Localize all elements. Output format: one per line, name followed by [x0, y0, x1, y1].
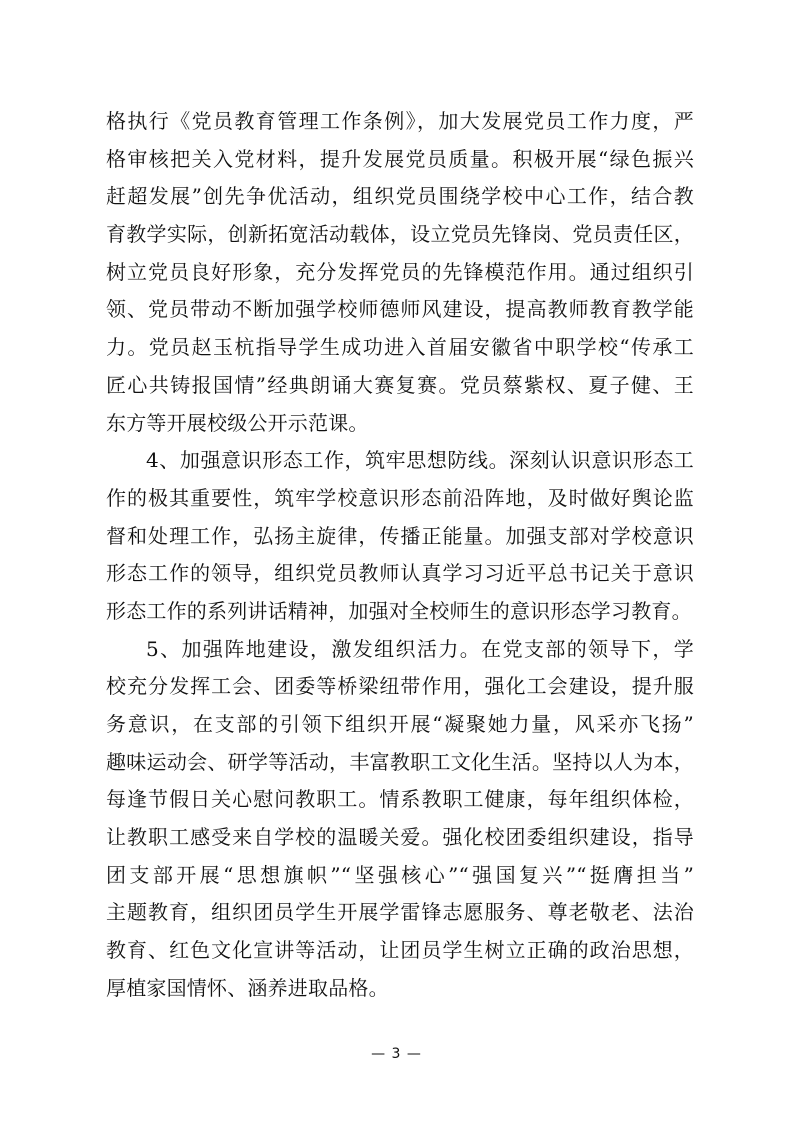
text-line: 让教职工感受来自学校的温暖关爱。强化校团委组织建设，指导	[106, 825, 694, 850]
text-line: 作的极其重要性，筑牢学校意识形态前沿阵地，及时做好舆论监	[106, 485, 694, 510]
text-line: 赶超发展”创先争优活动，组织党员围绕学校中心工作，结合教	[106, 184, 694, 209]
paragraph-ideology-work	[106, 442, 694, 630]
paragraph-party-member-development	[106, 103, 694, 442]
text-line: 形态工作的领导，组织党员教师认真学习习近平总书记关于意识	[106, 561, 694, 586]
page-number: — 3 —	[371, 1046, 422, 1062]
text-line: 督和处理工作，弘扬主旋律，传播正能量。加强支部对学校意识	[106, 523, 694, 548]
text-line: 教育、红色文化宣讲等活动，让团员学生树立正确的政治思想，	[106, 938, 694, 963]
paragraph-position-building	[106, 631, 694, 1008]
text-line: 每逢节假日关心慰问教职工。情系教职工健康，每年组织体检，	[106, 787, 694, 812]
text-line: 格审核把关入党材料，提升发展党员质量。积极开展“绿色振兴	[106, 146, 694, 171]
text-line: 育教学实际，创新拓宽活动载体，设立党员先锋岗、党员责任区，	[106, 222, 694, 247]
text-line: 匠心共铸报国情”经典朗诵大赛复赛。党员蔡紫权、夏子健、王	[106, 372, 694, 397]
text-line: 4、加强意识形态工作，筑牢思想防线。深刻认识意识形态工	[146, 448, 694, 473]
text-line: 团支部开展“思想旗帜”“坚强核心”“强国复兴”“挺膺担当”	[106, 862, 694, 887]
text-line: 树立党员良好形象，充分发挥党员的先锋模范作用。通过组织引	[106, 259, 694, 284]
text-line: 东方等开展校级公开示范课。	[106, 410, 369, 435]
text-line: 厚植家国情怀、涵养进取品格。	[106, 975, 389, 1000]
text-line: 主题教育，组织团员学生开展学雷锋志愿服务、尊老敬老、法治	[106, 900, 694, 925]
text-line: 趣味运动会、研学等活动，丰富教职工文化生活。坚持以人为本，	[106, 749, 694, 774]
text-line: 形态工作的系列讲话精神，加强对全校师生的意识形态学习教育。	[106, 598, 692, 623]
text-line: 力。党员赵玉杭指导学生成功进入首届安徽省中职学校“传承工	[106, 335, 694, 360]
document-body	[106, 103, 694, 1008]
text-line: 务意识，在支部的引领下组织开展“凝聚她力量，风采亦飞扬”	[106, 712, 694, 736]
text-line: 校充分发挥工会、团委等桥梁纽带作用，强化工会建设，提升服	[106, 674, 694, 699]
text-line: 领、党员带动不断加强学校师德师风建设，提高教师教育教学能	[106, 297, 694, 322]
text-line: 格执行《党员教育管理工作条例》，加大发展党员工作力度，严	[106, 109, 694, 133]
text-line: 5、加强阵地建设，激发组织活力。在党支部的领导下，学	[146, 636, 694, 661]
